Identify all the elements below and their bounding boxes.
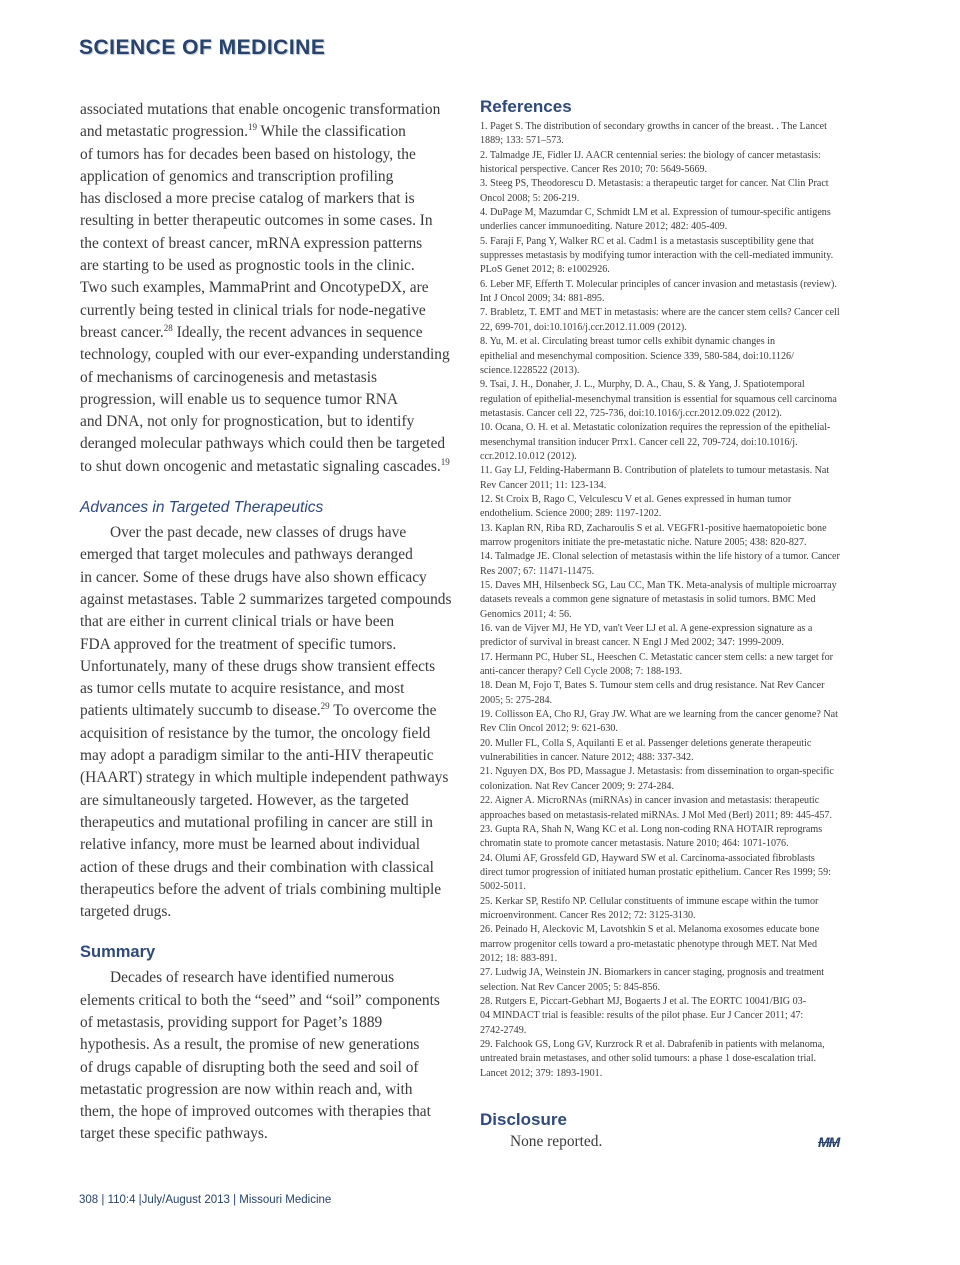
reference-item xyxy=(480,1038,865,1081)
page-footer: 308 | 110:4 |July/August 2013 | Missouri Medicine xyxy=(79,1194,332,1206)
heading-summary: Summary xyxy=(80,943,156,962)
reference-line: 4. DuPage M, Mazumdar C, Schmidt LM et al. Expression of tumour-specific antigens xyxy=(480,207,831,219)
text-line: are simultaneously targeted. However, as the targeted xyxy=(80,791,409,809)
reference-item xyxy=(480,493,865,522)
reference-line: marrow progenitors initiate the pre-metastatic niche. Nature 2005; 438: 820-827. xyxy=(480,536,807,548)
reference-line: colonization. Nat Rev Cancer 2009; 9: 274-284. xyxy=(480,780,674,792)
text-line: target these specific pathways. xyxy=(80,1125,268,1143)
citation-superscript: 19 xyxy=(247,122,257,133)
reference-item xyxy=(480,651,865,680)
paragraph-targeted-therapeutics xyxy=(80,522,462,923)
reference-line: 2012; 18: 883-891. xyxy=(480,952,558,964)
reference-line: 2005; 5: 275-284. xyxy=(480,694,553,706)
reference-line: marrow progenitor cells toward a pro-metastatic phenotype through MET. Nat Med xyxy=(480,938,818,950)
reference-line: 1889; 133: 571–573. xyxy=(480,135,564,147)
reference-line: 22. Aigner A. MicroRNAs (miRNAs) in cancer invasion and metastasis: therapeutic xyxy=(480,795,820,807)
reference-line: 04 MINDACT trial is feasible: results of the pilot phase. Eur J Cancer 2011; 47: xyxy=(480,1010,804,1022)
reference-line: 1. Paget S. The distribution of secondary growths in cancer of the breast. . The Lancet xyxy=(480,121,827,132)
text-line: targeted drugs. xyxy=(80,903,172,921)
text-line: resulting in better therapeutic outcomes in some cases. In xyxy=(80,212,433,230)
reference-line: 26. Peinado H, Aleckovic M, Lavotshkin S et al. Melanoma exosomes educate bone xyxy=(480,924,820,936)
reference-line: underlies cancer immunoediting. Nature 2012; 482: 405-409. xyxy=(480,221,728,233)
reference-line: 5. Faraji F, Pang Y, Walker RC et al. Cadm1 is a metastasis susceptibility gene that xyxy=(480,235,814,247)
reference-line: anti-cancer therapy? Cell Cycle 2008; 7: 188-193. xyxy=(480,666,683,678)
reference-line: 3. Steeg PS, Theodorescu D. Metastasis: a therapeutic target for cancer. Nat Clin Pract xyxy=(480,178,829,190)
reference-line: epithelial and mesenchymal composition. Science 339, 580-584, doi:10.1126/ xyxy=(480,350,794,362)
text-line: acquisition of resistance by the tumor, the oncology field xyxy=(80,724,431,742)
text-line: associated mutations that enable oncogenic transformation xyxy=(80,101,441,118)
reference-line: 13. Kaplan RN, Riba RD, Zacharoulis S et al. VEGFR1-positive haematopoietic bone xyxy=(480,522,827,534)
text-line: of mechanisms of carcinogenesis and metastasis xyxy=(80,368,378,386)
reference-line: Res 2007; 67: 11471-11475. xyxy=(480,565,595,577)
text-line: as tumor cells mutate to acquire resistance, and most xyxy=(80,680,405,698)
reference-line: 9. Tsai, J. H., Donaher, J. L., Murphy, D. A., Chau, S. & Yang, J. Spatiotemporal xyxy=(480,379,805,391)
reference-line: 22, 699-701, doi:10.1016/j.ccr.2012.11.009 (2012). xyxy=(480,321,687,333)
reference-line: endothelium. Science 2000; 289: 1197-1202. xyxy=(480,508,662,520)
reference-item xyxy=(480,923,865,966)
reference-line: approaches based on metastasis-related miRNAs. J Mol Med (Berl) 2011; 89: 445-457. xyxy=(480,809,832,821)
text-line: against metastases. Table 2 summarizes targeted compounds xyxy=(80,590,452,608)
reference-item xyxy=(480,120,865,149)
text-line: of tumors has for decades been based on histology, the xyxy=(80,145,416,163)
text-line: metastatic progression are now within reach and, with xyxy=(80,1080,413,1098)
reference-item xyxy=(480,794,865,823)
reference-line: 2. Talmadge JE, Fidler IJ. AACR centennial series: the biology of cancer metastasis: xyxy=(480,149,821,161)
reference-item xyxy=(480,306,865,335)
text-line: Over the past decade, new classes of drugs have xyxy=(110,524,407,542)
reference-item xyxy=(480,522,865,551)
text-line: therapeutics before the advent of trials combining multiple xyxy=(80,880,442,898)
reference-line: 2742-2749. xyxy=(480,1024,527,1036)
reference-line: microenvironment. Cancer Res 2012; 72: 3125-3130. xyxy=(480,909,696,921)
reference-item xyxy=(480,765,865,794)
reference-line: chromatin state to promote cancer metastasis. Nature 2010; 464: 1071-1076. xyxy=(480,838,789,850)
text-line: and DNA, not only for prognostication, but to identify xyxy=(80,413,415,431)
reference-line: mesenchymal transition inducer Prrx1. Cancer cell 22, 709-724, doi:10.1016/j. xyxy=(480,436,798,448)
text-line: therapeutics and mutational profiling in cancer are still in xyxy=(80,813,434,831)
reference-item xyxy=(480,895,865,924)
text-line: elements critical to both the “seed” and “soil” components xyxy=(80,991,440,1009)
reference-item xyxy=(480,421,865,464)
text-line: progression, will enable us to sequence tumor RNA xyxy=(80,390,399,408)
reference-line: 27. Ludwig JA, Weinstein JN. Biomarkers in cancer staging, prognosis and treatment xyxy=(480,967,825,979)
reference-item xyxy=(480,550,865,579)
text-line: that are either in current clinical trials or have been xyxy=(80,613,395,631)
reference-line: untreated brain metastases, and other solid tumours: a phase 1 dose-escalation trial. xyxy=(480,1053,817,1065)
text-line: Decades of research have identified numerous xyxy=(110,969,395,987)
reference-line: selection. Nat Rev Cancer 2005; 5: 845-856. xyxy=(480,981,660,993)
reference-line: 6. Leber MF, Efferth T. Molecular principles of cancer invasion and metastasis (review). xyxy=(480,278,837,290)
journal-section-header: SCIENCE OF MEDICINE xyxy=(79,36,326,59)
text-line: breast cancer.$^{28}$ Ideally, the recent advances in sequence xyxy=(80,322,423,341)
text-line: has disclosed a more precise catalog of markers that is xyxy=(80,190,415,208)
reference-line: 7. Brabletz, T. EMT and MET in metastasis: where are the cancer stem cells? Cancer cell xyxy=(480,307,840,319)
reference-item xyxy=(480,737,865,766)
reference-item xyxy=(480,177,865,206)
reference-line: PLoS Genet 2012; 8: e1002926. xyxy=(480,264,610,276)
text-line: of drugs capable of disrupting both the seed and soil of xyxy=(80,1058,419,1076)
reference-line: 24. Olumi AF, Grossfeld GD, Hayward SW et al. Carcinoma-associated fibroblasts xyxy=(480,852,815,864)
reference-item xyxy=(480,149,865,178)
paragraph-genomics xyxy=(80,99,462,478)
text-line: FDA approved for the treatment of specific tumors. xyxy=(80,635,397,653)
reference-item xyxy=(480,378,865,421)
reference-item xyxy=(480,708,865,737)
citation-superscript: 19 xyxy=(440,456,450,467)
reference-line: 19. Collisson EA, Cho RJ, Gray JW. What are we learning from the cancer genome? Nat xyxy=(480,709,838,721)
text-line: Two such examples, MammaPrint and OncotypeDX, are xyxy=(80,279,429,297)
reference-item xyxy=(480,823,865,852)
references-column xyxy=(480,97,865,1081)
reference-line: 15. Daves MH, Hilsenbeck SG, Lau CC, Man TK. Meta-analysis of multiple microarray xyxy=(480,580,837,591)
reference-line: 20. Muller FL, Colla S, Aquilanti E et al. Passenger deletions generate therapeutic xyxy=(480,737,812,749)
text-line: may adopt a paradigm similar to the anti-HIV therapeutic xyxy=(80,747,434,765)
reference-line: 5002-5011. xyxy=(480,881,526,893)
reference-line: Int J Oncol 2009; 34: 881-895. xyxy=(480,293,605,305)
missouri-medicine-logo: MM xyxy=(818,1134,840,1150)
reference-line: suppresses metastasis by modifying tumor interaction with the cell-mediated immunity. xyxy=(480,250,834,262)
text-line: in cancer. Some of these drugs have also shown efficacy xyxy=(80,568,427,586)
reference-line: regulation of epithelial-mesenchymal transition is essential for squamous cell carcinoma xyxy=(480,393,837,405)
text-line: hypothesis. As a result, the promise of new generations xyxy=(80,1036,420,1054)
text-line: and metastatic progression.$^{19}$ While the classification xyxy=(80,122,406,141)
reference-line: 29. Falchook GS, Long GV, Kurzrock R et al. Dabrafenib in patients with melanoma, xyxy=(480,1039,825,1050)
reference-line: Lancet 2012; 379: 1893-1901. xyxy=(480,1067,603,1079)
reference-line: 18. Dean M, Fojo T, Bates S. Tumour stem cells and drug resistance. Nat Rev Cancer xyxy=(480,680,825,692)
text-line: them, the hope of improved outcomes with therapies that xyxy=(80,1103,431,1121)
reference-item xyxy=(480,622,865,651)
reference-item xyxy=(480,679,865,708)
text-line: application of genomics and transcription profiling xyxy=(80,167,394,185)
reference-line: datasets reveals a common gene signature of metastasis in solid tumors. BMC Med xyxy=(480,594,816,606)
text-line: relative infancy, more must be learned about individual xyxy=(80,836,421,854)
reference-item xyxy=(480,235,865,278)
paragraph-summary xyxy=(80,967,462,1145)
reference-item xyxy=(480,852,865,895)
text-line: to shut down oncogenic and metastatic signaling cascades.$^{19}$ xyxy=(80,456,450,475)
reference-line: historical perspective. Cancer Res 2010; 70: 5649-5669. xyxy=(480,164,708,176)
text-line: of metastasis, providing support for Paget’s 1889 xyxy=(80,1013,383,1031)
text-line: deranged molecular pathways which could then be targeted xyxy=(80,435,446,453)
reference-line: Rev Cancer 2011; 11: 123-134. xyxy=(480,479,607,491)
reference-line: 28. Rutgers E, Piccart-Gebhart MJ, Bogaerts J et al. The EORTC 10041/BIG 03- xyxy=(480,995,807,1007)
text-line: action of these drugs and their combination with classical xyxy=(80,858,434,876)
text-line: (HAART) strategy in which multiple independent pathways xyxy=(80,769,449,787)
reference-line: metastasis. Cancer cell 22, 725-736, doi:10.1016/j.ccr.2012.09.022 (2012). xyxy=(480,407,782,419)
reference-line: 21. Nguyen DX, Bos PD, Massague J. Metastasis: from dissemination to organ-specific xyxy=(480,766,834,778)
text-line: Unfortunately, many of these drugs show transient effects xyxy=(80,657,436,675)
disclosure-text: None reported. xyxy=(510,1133,603,1150)
reference-line: 25. Kerkar SP, Restifo NP. Cellular constituents of immune escape within the tumor xyxy=(480,895,819,907)
reference-line: 14. Talmadge JE. Clonal selection of metastasis within the life history of a tumor. Cancer xyxy=(480,551,840,563)
reference-line: Oncol 2008; 5: 206-219. xyxy=(480,192,580,204)
reference-item xyxy=(480,966,865,995)
references-heading: References xyxy=(480,97,572,116)
reference-line: predictor of survival in breast cancer. N Engl J Med 2002; 347: 1999-2009. xyxy=(480,637,784,649)
reference-line: 11. Gay LJ, Felding-Habermann B. Contribution of platelets to tumour metastasis. Nat xyxy=(480,465,830,477)
text-line: are starting to be used as prognostic tools in the clinic. xyxy=(80,257,415,275)
reference-line: ccr.2012.10.012 (2012). xyxy=(480,450,577,462)
article-body-column xyxy=(80,99,462,1146)
heading-advances-targeted-therapeutics: Advances in Targeted Therapeutics xyxy=(80,499,324,517)
reference-line: 10. Ocana, O. H. et al. Metastatic colonization requires the repression of the epithelial- xyxy=(480,422,831,434)
reference-line: 17. Hermann PC, Huber SL, Heeschen C. Metastatic cancer stem cells: a new target for xyxy=(480,651,833,663)
references-list xyxy=(480,120,865,1081)
reference-line: 8. Yu, M. et al. Circulating breast tumor cells exhibit dynamic changes in xyxy=(480,336,776,348)
reference-line: 16. van de Vijver MJ, He YD, van't Veer LJ et al. A gene-expression signature as a xyxy=(480,623,813,635)
reference-line: 12. St Croix B, Rago C, Velculescu V et al. Genes expressed in human tumor xyxy=(480,493,792,505)
citation-superscript: 29 xyxy=(320,701,330,712)
reference-line: direct tumor progression of initiated human prostatic epithelium. Cancer Res 1999; 59: xyxy=(480,866,831,878)
reference-line: Rev Clin Oncol 2012; 9: 621-630. xyxy=(480,723,618,735)
reference-item xyxy=(480,278,865,307)
disclosure-heading: Disclosure xyxy=(480,1110,567,1129)
citation-superscript: 28 xyxy=(163,322,173,333)
reference-item xyxy=(480,206,865,235)
reference-line: science.1228522 (2013). xyxy=(480,364,580,376)
reference-line: Genomics 2011; 4: 56. xyxy=(480,608,572,620)
text-line: technology, coupled with our ever-expanding understanding xyxy=(80,346,450,364)
reference-item xyxy=(480,464,865,493)
reference-item xyxy=(480,995,865,1038)
reference-line: 23. Gupta RA, Shah N, Wang KC et al. Long non-coding RNA HOTAIR reprograms xyxy=(480,823,823,835)
reference-item xyxy=(480,335,865,378)
reference-line: vulnerabilities in cancer. Nature 2012; 488: 337-342. xyxy=(480,752,694,764)
reference-item xyxy=(480,579,865,622)
text-line: patients ultimately succumb to disease.$^{29}$ To overcome the xyxy=(80,701,437,720)
text-line: currently being tested in clinical trials for node-negative xyxy=(80,301,426,319)
text-line: the context of breast cancer, mRNA expression patterns xyxy=(80,234,423,252)
text-line: emerged that target molecules and pathways deranged xyxy=(80,546,413,564)
